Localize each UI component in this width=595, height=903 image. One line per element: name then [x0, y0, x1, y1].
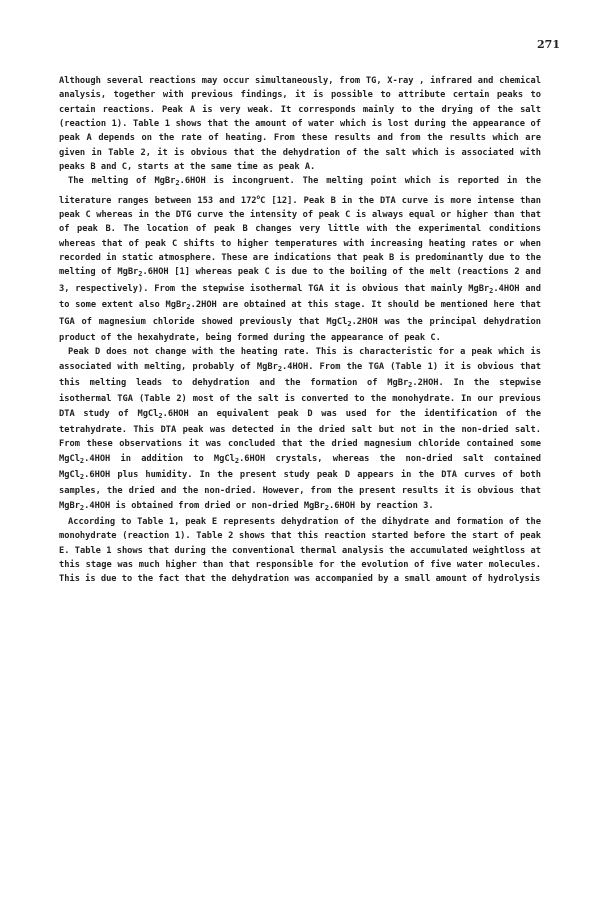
subscript: 2	[234, 456, 240, 465]
subscript: 2	[408, 380, 413, 389]
paragraph: Although several reactions may occur simultaneously, from TG, X-ray , infrared and chemical analysis, together with previous findings, it is possible to attribute certain peaks to certain reactions. Peak A is very weak. It corresponds mainly to the drying of the salt (reaction 1). Table 1 shows that the amount of water which is lost during the appearance of peak A depends on the rate of heating. From these results and from the results which are given in Table 2, it is obvious that the dehydration of the salt which is associated with peaks B and C, starts at the same time as peak A.	[59, 76, 541, 173]
subscript: 2	[158, 411, 163, 420]
page-number: 271	[537, 38, 560, 51]
subscript: 2	[489, 286, 494, 295]
superscript: o	[256, 193, 261, 201]
subscript: 2	[324, 503, 329, 512]
subscript: 2	[79, 456, 85, 465]
paragraph: According to Table 1, peak E represents dehydration of the dihydrate and formation of the monohydrate (reaction 1). Table 2 shows that this reaction started before the start of peak E. Table 1 shows that during the conventional thermal analysis the accumulated weightloss at this stage was much higher than that responsible for the evolution of five water molecules. This is due to the fact that the dehydration was accompanied by a small amount of hydrolysis	[59, 516, 541, 585]
subscript: 2	[138, 270, 143, 279]
subscript: 2	[175, 179, 180, 188]
subscript: 2	[79, 503, 85, 512]
subscript: 2	[186, 303, 191, 312]
paragraph: Peak D does not change with the heating rate. This is characteristic for a peak which is associated with melting, probably of MgBr$_2$.4HOH. From the TGA (Table 1) it is obvious that this melting leads to dehydration and the formation of MgBr$_2$.2HOH. In the stepwise isothermal TGA (Table 2) most of the salt is converted to the monohydrate. In our previous DTA study of MgCl$_2$.6HOH an equivalent peak D was used for the identification of the tetrahydrate. This DTA peak was detected in the dried salt but not in the non-dried salt. From these observations it was concluded that the dried magnesium chloride contained some MgCl$_2$.4HOH in addition to MgCl$_2$.6HOH crystals, whereas the non-dried salt contained MgCl$_2$.6HOH plus humidity. In the present study peak D appears in the DTA curves of both samples, the dried and the non-dried. However, from the present results it is obvious that MgBr$_2$.4HOH is obtained from dried or non-dried MgBr$_2$.6HOH by reaction 3.	[59, 347, 541, 512]
subscript: 2	[79, 472, 85, 481]
paragraph: The melting of MgBr$_2$.6HOH is incongruent. The melting point which is reported in the literature ranges between 153 and 172$^o$C [12]. Peak B in the DTA curve is more intense than peak C whereas in the DTG curve the intensity of peak C is always equal or higher than that of peak B. The location of peak B changes very little with the experimental conditions whereas that of peak C shifts to higher temperatures with increasing heating rates or when recorded in static atmosphere. These are indications that peak B is predominantly due to the melting of MgBr$_2$.6HOH [1] whereas peak C is due to the boiling of the melt (reactions 2 and 3, respectively). From the stepwise isothermal TGA it is obvious that mainly MgBr$_2$.4HOH and to some extent also MgBr$_2$.2HOH are obtained at this stage. It should be mentioned here that TGA of magnesium chloride showed previously that MgCl$_2$.2HOH was the principal dehydration product of the hexahydrate, being formed during the appearance of peak C.	[59, 176, 542, 343]
subscript: 2	[347, 319, 352, 328]
subscript: 2	[277, 364, 283, 373]
body-text	[59, 74, 541, 587]
